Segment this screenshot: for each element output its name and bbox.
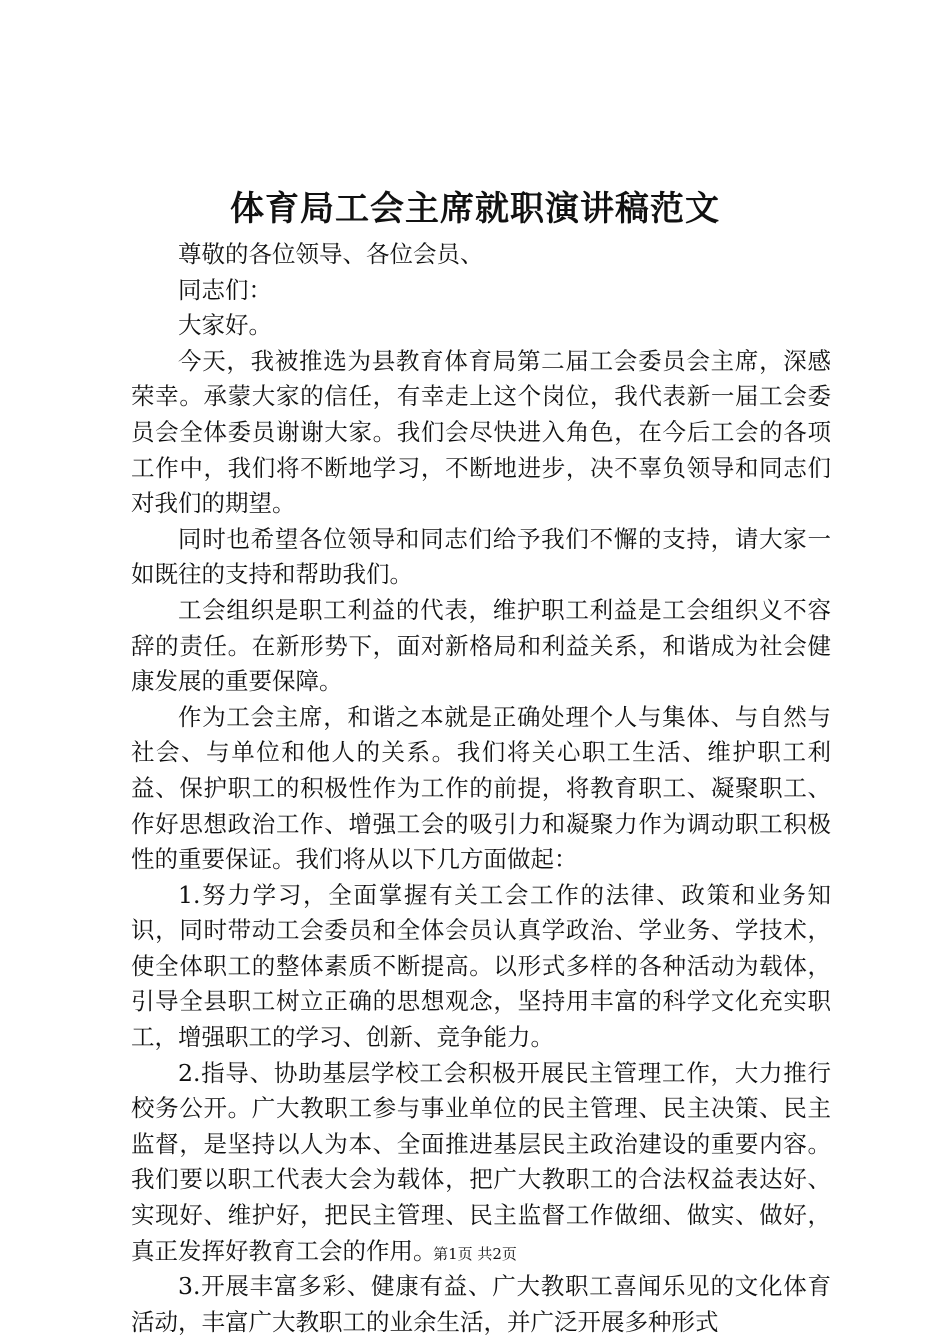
document-title: 体育局工会主席就职演讲稿范文 (230, 189, 720, 229)
body-paragraph: 今天，我被推选为县教育体育局第二届工会委员会主席，深感荣幸。承蒙大家的信任，有幸走上这个岗位，我代表新一届工会委员会全体委员谢谢大家。我们会尽快进入角色，在今后工会的各项工作中，我们将不断地学习，不断地进步，决不辜负领导和同志们对我们的期望。 (131, 346, 831, 518)
body-paragraph: 同时也希望各位领导和同志们给予我们不懈的支持，请大家一如既往的支持和帮助我们。 (131, 524, 831, 589)
body-paragraph: 作为工会主席，和谐之本就是正确处理个人与集体、与自然与社会、与单位和他人的关系。我们将关心职工生活、维护职工利益、保护职工的积极性作为工作的前提，将教育职工、凝聚职工、作好思想政治工作、增强工会的吸引力和凝聚力作为调动职工积极性的重要保证。我们将从以下几方面做起： (131, 702, 831, 874)
numbered-paragraph: 3.开展丰富多彩、健康有益、广大教职工喜闻乐见的文化体育活动，丰富广大教职工的业余生活，并广泛开展多种形式 (131, 1272, 831, 1336)
salutation-line: 尊敬的各位领导、各位会员、 (178, 240, 484, 268)
numbered-paragraph: 2.指导、协助基层学校工会积极开展民主管理工作，大力推行校务公开。广大教职工参与事业单位的民主管理、民主决策、民主监督，是坚持以人为本、全面推进基层民主政治建设的重要内容。我们要以职工代表大会为载体，把广大教职工的合法权益表达好、实现好、维护好，把民主管理、民主监督工作做细、做实、做好，真正发挥好教育工会的作用。 (131, 1058, 831, 1265)
body-paragraph: 工会组织是职工利益的代表，维护职工利益是工会组织义不容辞的责任。在新形势下，面对新格局和利益关系，和谐成为社会健康发展的重要保障。 (131, 595, 831, 696)
page-footer: 第1页 共2页 (433, 1245, 517, 1263)
salutation-line: 同志们： (178, 275, 272, 304)
document-body (131, 237, 831, 1340)
numbered-paragraph: 1.努力学习，全面掌握有关工会工作的法律、政策和业务知识，同时带动工会委员和全体会员认真学政治、学业务、学技术，使全体职工的整体素质不断提高。以形式多样的各种活动为载体，引导全县职工树立正确的思想观念，坚持用丰富的科学文化充实职工，增强职工的学习、创新、竞争能力。 (131, 880, 831, 1052)
greeting-line: 大家好。 (178, 311, 272, 340)
